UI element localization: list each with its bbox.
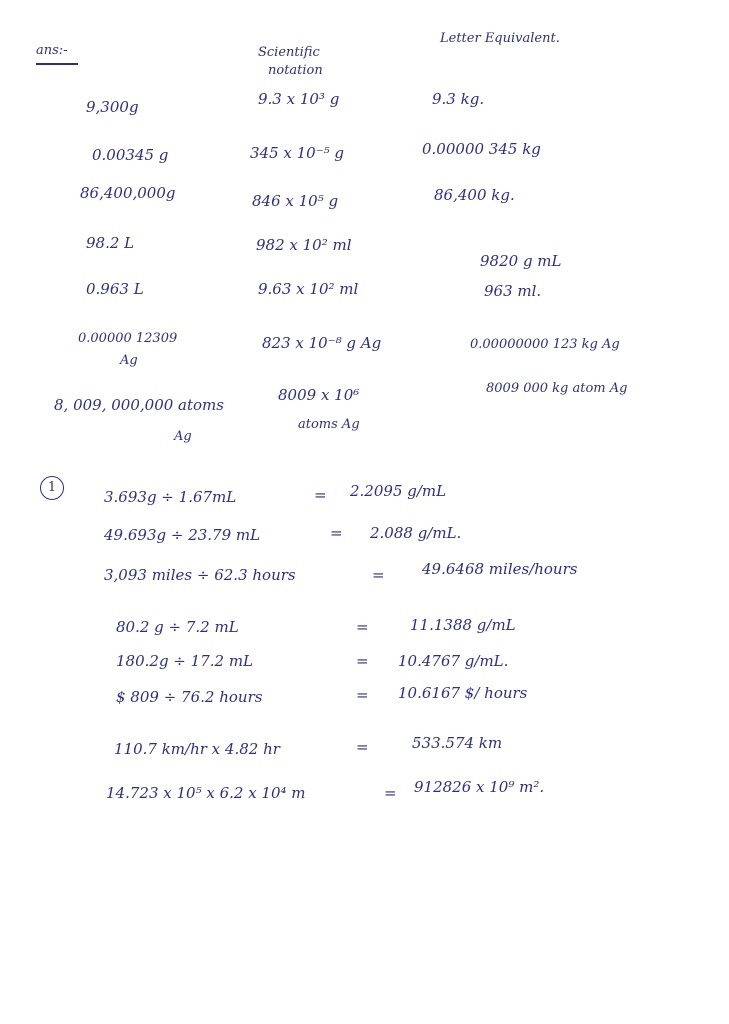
row-letter: 86,400 kg. <box>434 186 515 204</box>
ans-label: ans:- <box>36 43 68 58</box>
calc-rhs: 11.1388 g/mL <box>410 616 516 634</box>
calc-rhs: 49.6468 miles/hours <box>422 560 578 578</box>
section-number-circle: 1 <box>40 476 64 500</box>
calc-rhs: 10.4767 g/mL. <box>398 652 509 670</box>
row-letter: 0.00000 345 kg <box>422 140 541 158</box>
row-scientific: 823 x 10⁻⁸ g Ag <box>262 334 382 352</box>
row-letter: 9.3 kg. <box>432 90 485 108</box>
calc-rhs: 533.574 km <box>412 734 503 752</box>
calc-equals: = <box>314 486 327 504</box>
calc-rhs: 912826 x 10⁹ m². <box>414 778 545 796</box>
row-scientific: 982 x 10² ml <box>256 236 352 254</box>
sci-notation-header-line2: notation <box>268 63 323 78</box>
row-original: 0.963 L <box>86 280 144 298</box>
letter-equivalent-header: Letter Equivalent. <box>440 31 560 46</box>
row-original: 98.2 L <box>86 234 135 252</box>
calc-rhs: 2.2095 g/mL <box>350 482 447 500</box>
row-scientific: 8009 x 10⁶ <box>278 386 360 404</box>
row-original: 0.00000 12309 <box>78 331 178 346</box>
row-original-line2: Ag <box>120 353 138 368</box>
calc-lhs: 180.2g ÷ 17.2 mL <box>116 652 253 670</box>
row-original-line2: Ag <box>174 429 192 444</box>
row-scientific-line2: atoms Ag <box>298 417 360 432</box>
calc-equals: = <box>356 618 369 636</box>
row-scientific: 9.63 x 10² ml <box>258 280 359 298</box>
calc-rhs: 2.088 g/mL. <box>370 524 462 542</box>
calc-lhs: 110.7 km/hr x 4.82 hr <box>114 740 280 758</box>
row-letter: 0.00000000 123 kg Ag <box>470 337 620 352</box>
row-letter: 963 ml. <box>484 282 542 300</box>
calc-equals: = <box>356 738 369 756</box>
calc-equals: = <box>356 686 369 704</box>
calc-equals: = <box>372 566 385 584</box>
calc-lhs: 14.723 x 10⁵ x 6.2 x 10⁴ m <box>106 784 306 802</box>
row-scientific: 345 x 10⁻⁵ g <box>250 144 345 162</box>
calc-lhs: $ 809 ÷ 76.2 hours <box>116 688 263 706</box>
calc-equals: = <box>384 784 397 802</box>
calc-equals: = <box>330 524 343 542</box>
row-scientific: 9.3 x 10³ g <box>258 90 340 108</box>
row-original: 8, 009, 000,000 atoms <box>54 396 224 414</box>
calc-lhs: 80.2 g ÷ 7.2 mL <box>116 618 239 636</box>
calc-equals: = <box>356 652 369 670</box>
calc-lhs: 3,093 miles ÷ 62.3 hours <box>104 566 296 584</box>
row-original: 86,400,000g <box>80 184 176 202</box>
calc-rhs: 10.6167 $/ hours <box>398 684 528 702</box>
calc-lhs: 3.693g ÷ 1.67mL <box>104 488 237 506</box>
ans-underline <box>36 63 78 65</box>
sci-notation-header-line1: Scientific <box>258 45 320 60</box>
row-scientific: 846 x 10⁵ g <box>252 192 339 210</box>
row-letter: 8009 000 kg atom Ag <box>486 381 628 396</box>
row-letter: 9820 g mL <box>480 252 562 270</box>
row-original: 0.00345 g <box>92 146 169 164</box>
calc-lhs: 49.693g ÷ 23.79 mL <box>104 526 261 544</box>
row-original: 9,300g <box>86 98 139 116</box>
